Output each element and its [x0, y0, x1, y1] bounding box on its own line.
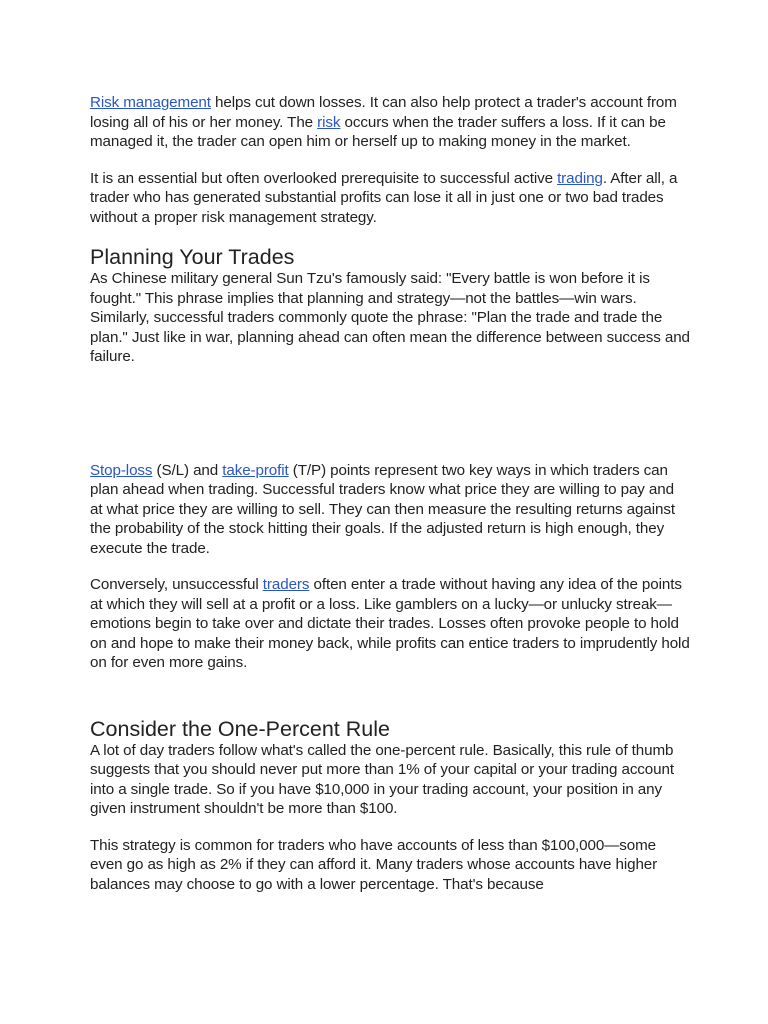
paragraph-strategy: This strategy is common for traders who have accounts of less than $100,000—some even go as high as 2% if they can afford it. Many traders whose accounts have higher balances may choose to go with a lower percentage. That's because [90, 836, 658, 893]
link-risk[interactable]: risk [317, 113, 341, 131]
link-risk-management[interactable]: Risk management [90, 94, 211, 111]
link-trading[interactable]: trading [557, 169, 603, 187]
paragraph-stop-loss [90, 461, 690, 559]
article [90, 93, 690, 894]
heading-one-percent-rule: Consider the One-Percent Rule [90, 716, 390, 741]
paragraph-text: often enter a trade without having any idea of the points at which they will sell at a profit or a loss. Like gamblers on a lucky—or unlucky streak—emotions begin to take over and dictate their trades. Losses often provoke people to hold on and hope to make their money back, while profits can entice traders to imprudently hold on for even more gains. [90, 576, 690, 671]
paragraph-text: helps cut down losses. It can also help protect a trader's account from losing all of his or her money. The [90, 94, 677, 131]
paragraph-sun-tzu: As Chinese military general Sun Tzu's famously said: "Every battle is won before it is fought." This phrase implies that planning and strategy—not the battles—win wars. Similarly, successful traders commonly quote the phrase: "Plan the trade and trade the plan." Just like in war, planning ahead can often mean the difference between success and failure. [90, 270, 690, 365]
paragraph-text: It is an essential but often overlooked prerequisite to successful active [90, 169, 558, 187]
heading-planning-your-trades: Planning Your Trades [90, 245, 295, 269]
link-take-profit[interactable]: take-profit [222, 461, 289, 479]
link-stop-loss[interactable]: Stop-loss [90, 461, 153, 479]
paragraph-text: (T/P) points represent two key ways in which traders can plan ahead when trading. Successful traders know what price they are willing to pay and at what price they are willing to sell. They can then measure the resulting returns against the probability of the stock hitting their goals. If the adjusted return is high enough, they execute the trade. [90, 461, 675, 557]
paragraph-unsuccessful-traders [90, 575, 690, 673]
link-traders[interactable]: traders [262, 576, 310, 593]
paragraph-text: (S/L) and [152, 461, 223, 479]
paragraph-risk-management [90, 93, 690, 152]
paragraph-text: . After all, a trader who has generated substantial profits can lose it all in just one or two bad trades without a proper risk management strategy. [90, 169, 678, 226]
paragraph-text: Conversely, unsuccessful [90, 576, 263, 593]
paragraph-text: occurs when the trader suffers a loss. If it can be managed it, the trader can open him or herself up to making money in the market. [90, 113, 666, 150]
paragraph-one-percent-rule: A lot of day traders follow what's called the one-percent rule. Basically, this rule of thumb suggests that you should never put more than 1% of your capital or your trading account into a single trade. So if you have $10,000 in your trading account, your position in any given instrument shouldn't be more than $100. [90, 741, 674, 817]
paragraph-prerequisite [90, 169, 690, 228]
